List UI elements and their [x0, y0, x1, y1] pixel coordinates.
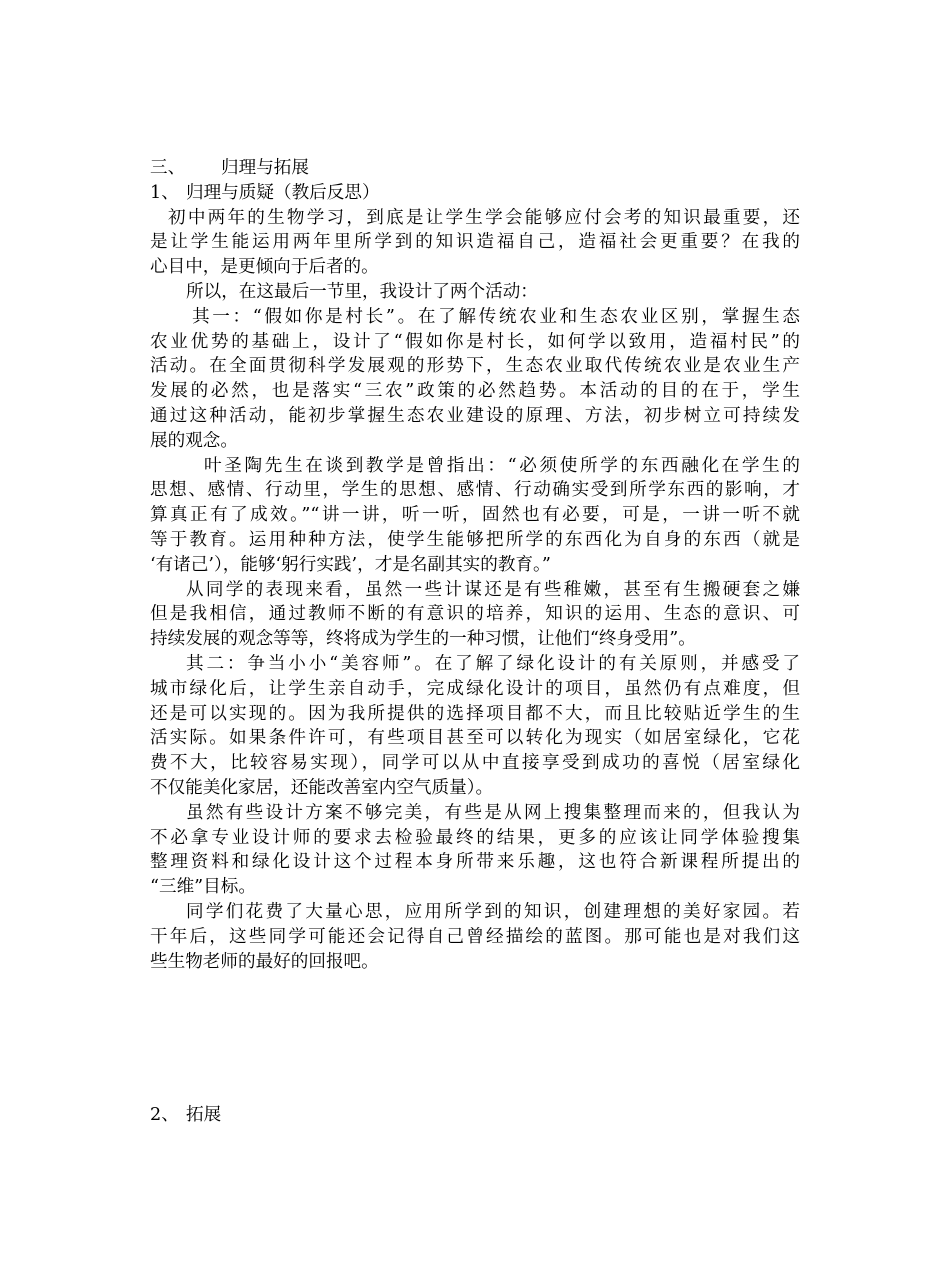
subsection-heading-2 [150, 1103, 221, 1128]
section-heading-3 [150, 156, 800, 181]
section-title: 归理与拓展 [221, 158, 309, 178]
paragraph-line: 些生物老师的最好的回报吧。 [150, 951, 379, 972]
paragraph-2 [150, 280, 800, 305]
paragraph-line: 思想、感情、行动里，学生的思想、感情、行动确实受到所学东西的影响，才 [150, 480, 800, 501]
paragraph-line: 其一：“假如你是村长”。在了解传统农业和生态农业区别，掌握生态 [192, 306, 800, 327]
subsection-title: 拓展 [186, 1105, 222, 1125]
paragraph-line: 活动。在全面贯彻科学发展观的形势下，生态农业取代传统农业是农业生产 [150, 356, 800, 377]
paragraph-line: ‘有诸己’），能够‘躬行实践’，才是名副其实的教育。” [150, 554, 551, 575]
subsection-number: 1、 [150, 182, 179, 203]
paragraph-line: 同学们花费了大量心思，应用所学到的知识，创建理想的美好家园。若 [186, 901, 800, 922]
subsection-number: 2、 [150, 1105, 179, 1125]
paragraph-line: 干年后，这些同学可能还会记得自己曾经描绘的蓝图。那可能也是对我们这 [150, 926, 800, 947]
subsection-title: 归理与质疑（教后反思） [186, 182, 380, 203]
paragraph-line: 展的观念。 [150, 430, 238, 451]
paragraph-line: 是让学生能运用两年里所学到的知识造福自己，造福社会更重要？在我的 [150, 232, 800, 253]
paragraph-7 [150, 801, 800, 900]
paragraph-line: 等于教育。运用种种方法，使学生能够把所学的东西化为自身的东西（就是 [150, 529, 800, 550]
paragraph-line: 其二：争当小小“美容师”。在了解了绿化设计的有关原则，并感受了 [186, 653, 800, 674]
paragraph-line: 活实际。如果条件许可，有些项目甚至可以转化为现实（如居室绿化，它花 [150, 728, 800, 749]
paragraph-line: 初中两年的生物学习，到底是让学生学会能够应付会考的知识最重要，还 [168, 207, 800, 228]
section-number: 三、 [150, 158, 186, 178]
paragraph-line: 叶圣陶先生在谈到教学是曾指出：“必须使所学的东西融化在学生的 [204, 455, 800, 476]
paragraph-4 [150, 454, 800, 578]
subsection-heading-1 [150, 181, 800, 206]
paragraph-line: 不仅能美化家居，还能改善室内空气质量）。 [150, 777, 494, 798]
paragraph-line: 算真正有了成效。”“讲一讲，听一听，固然也有必要，可是，一讲一听不就 [150, 505, 800, 526]
paragraph-1 [150, 206, 800, 280]
paragraph-line: 城市绿化后，让学生亲自动手，完成绿化设计的项目，虽然仍有点难度，但 [150, 678, 800, 699]
paragraph-line: 但是我相信，通过教师不断的有意识的培养，知识的运用、生态的意识、可 [150, 604, 800, 625]
paragraph-5 [150, 578, 800, 652]
paragraph-line: 从同学的表现来看，虽然一些计谋还是有些稚嫩，甚至有生搬硬套之嫌 [186, 579, 800, 600]
paragraph-line: 心目中，是更倾向于后者的。 [150, 257, 379, 278]
paragraph-line: 整理资料和绿化设计这个过程本身所带来乐趣，这也符合新课程所提出的 [150, 852, 800, 873]
paragraph-line: 所以，在这最后一节里，我设计了两个活动： [186, 281, 538, 302]
paragraph-line: 农业优势的基础上，设计了“假如你是村长，如何学以致用，造福村民”的 [150, 331, 800, 352]
paragraph-line: 费不大，比较容易实现），同学可以从中直接享受到成功的喜悦（居室绿化 [150, 753, 800, 774]
paragraph-line: 虽然有些设计方案不够完美，有些是从网上搜集整理而来的，但我认为 [186, 802, 800, 823]
paragraph-6 [150, 652, 800, 801]
paragraph-3 [150, 305, 800, 454]
document-body [150, 156, 800, 974]
paragraph-line: “三维”目标。 [150, 877, 256, 898]
paragraph-line: 发展的必然，也是落实“三农”政策的必然趋势。本活动的目的在于，学生 [150, 381, 800, 402]
paragraph-line: 不必拿专业设计师的要求去检验最终的结果，更多的应该让同学体验搜集 [150, 827, 800, 848]
paragraph-line: 持续发展的观念等等，终将成为学生的一种习惯，让他们“终身受用”。 [150, 629, 696, 650]
paragraph-8 [150, 900, 800, 974]
paragraph-line: 通过这种活动，能初步掌握生态农业建设的原理、方法，初步树立可持续发 [150, 405, 800, 426]
paragraph-line: 还是可以实现的。因为我所提供的选择项目都不大，而且比较贴近学生的生 [150, 703, 800, 724]
